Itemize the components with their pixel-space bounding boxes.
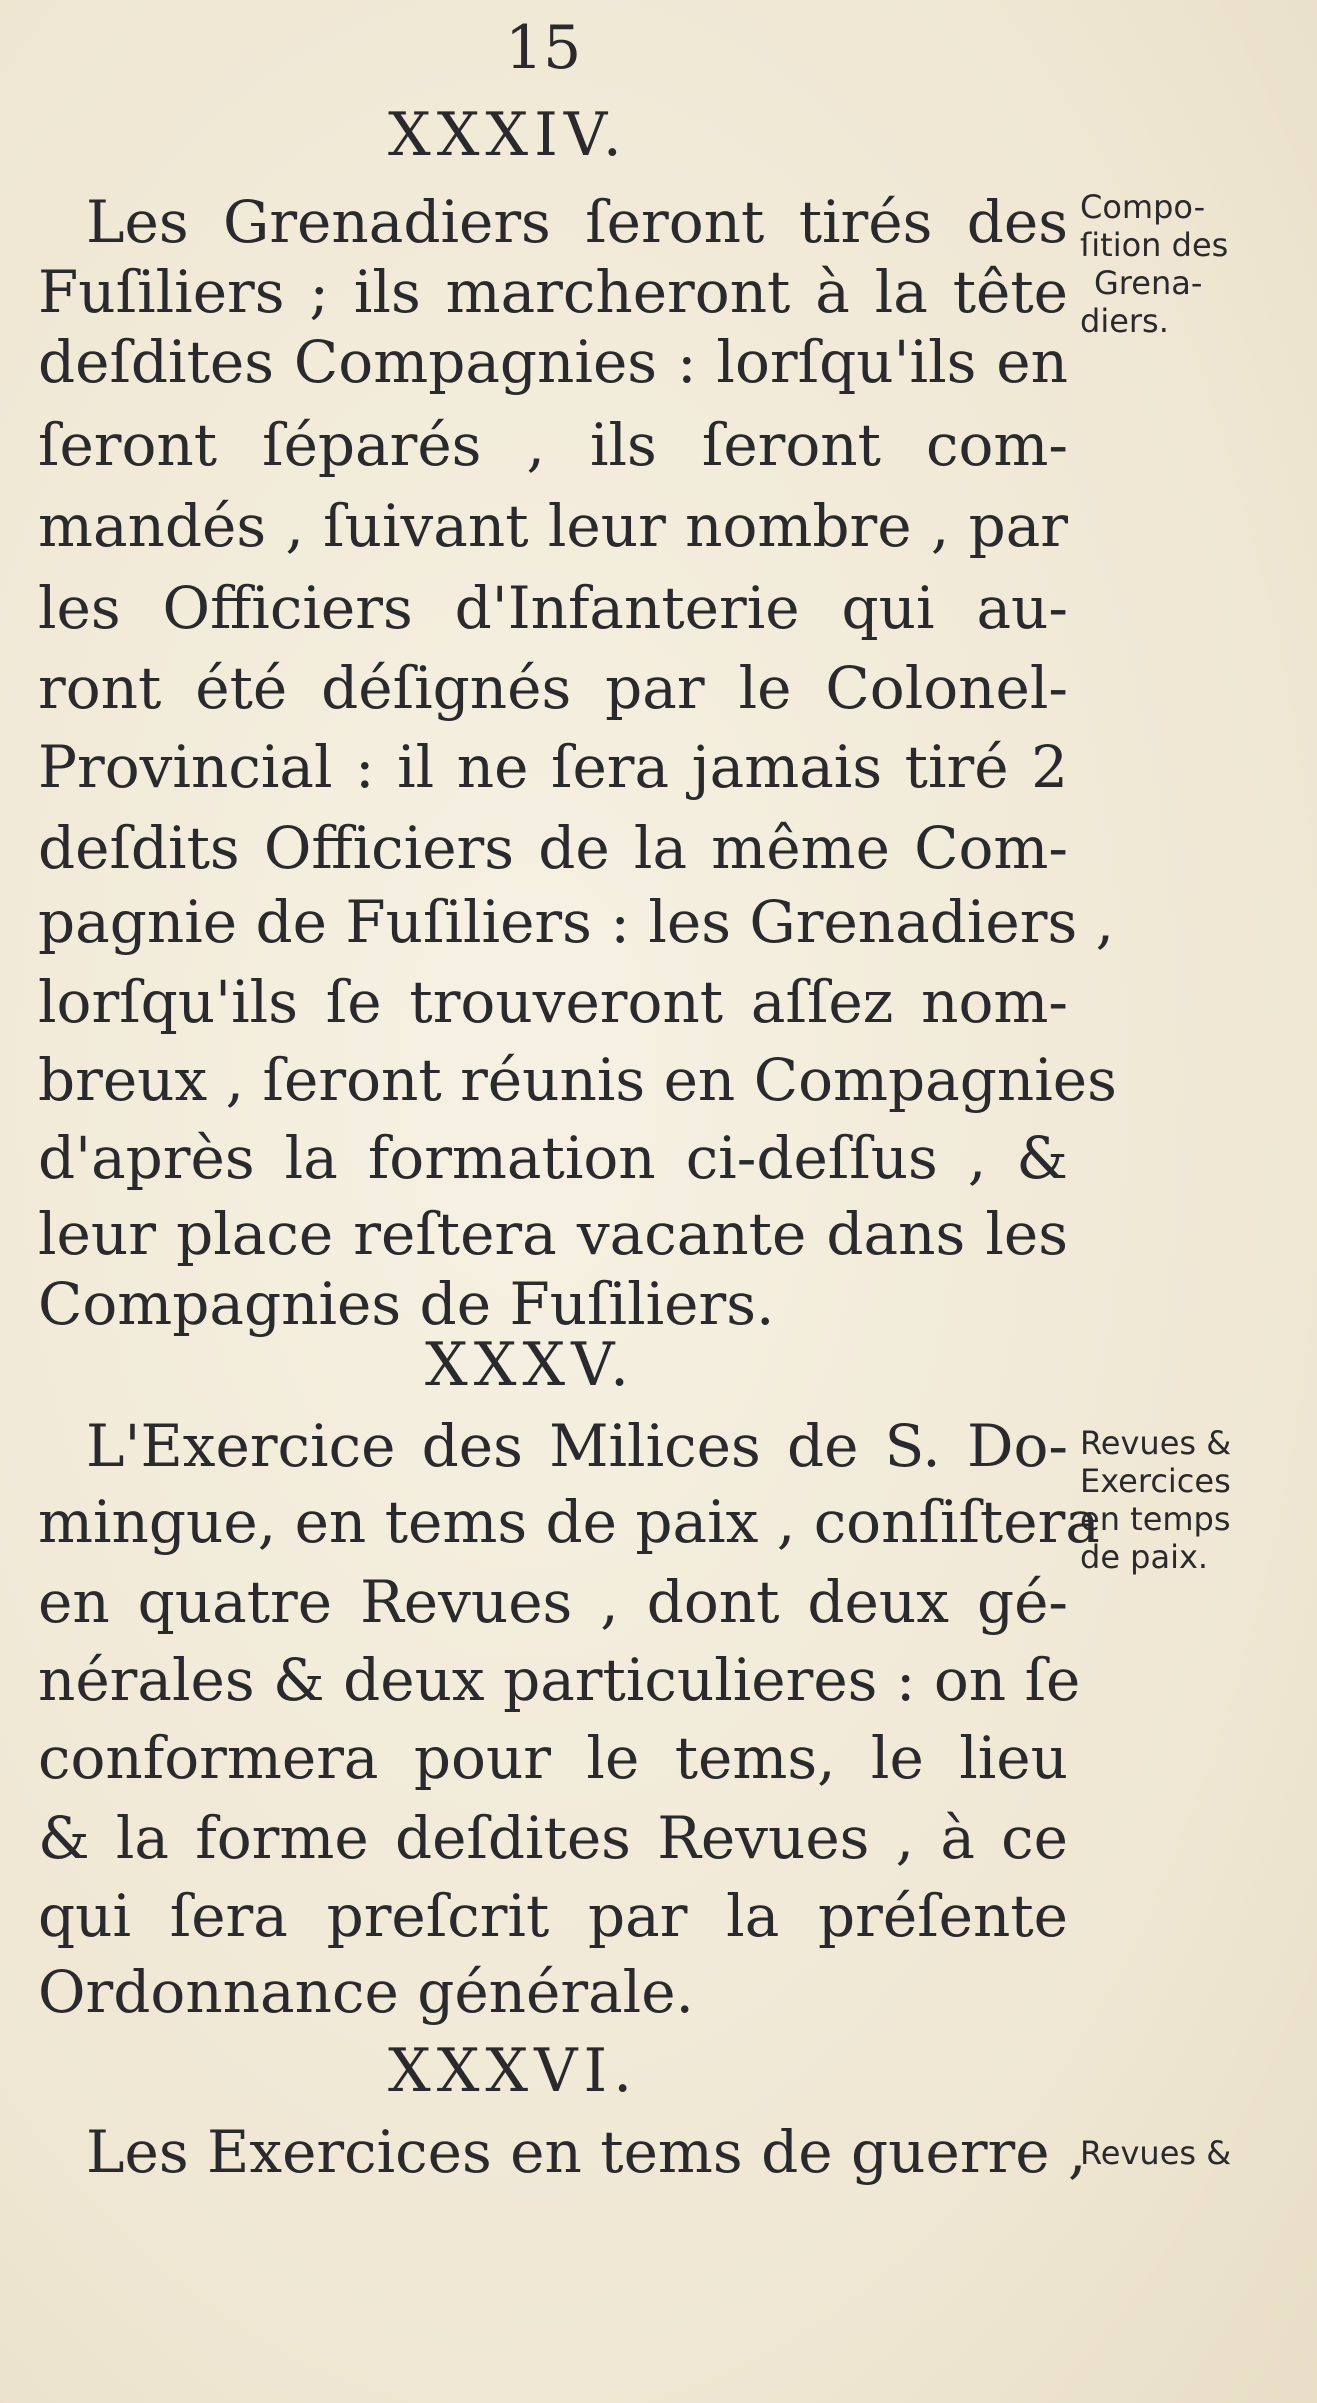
- margin-note-war-exercises: [1080, 2134, 1310, 2172]
- text-line: ront été déſignés par le Colonel-: [38, 654, 1068, 722]
- margin-note-line: Revues &: [1080, 1424, 1232, 1462]
- text-line: L'Exercice des Milices de S. Do-: [86, 1412, 1068, 1480]
- margin-note-line: en temps: [1080, 1500, 1231, 1538]
- text-line: Ordonnance générale.: [38, 1958, 694, 2026]
- page-number: 15: [505, 13, 582, 83]
- article-heading-xxxv: XXXV.: [425, 1330, 636, 1400]
- text-line: les Officiers d'Infanterie qui au-: [38, 574, 1068, 642]
- text-line: ſeront ſéparés , ils ſeront com-: [38, 411, 1068, 479]
- text-line: en quatre Revues , dont deux gé-: [38, 1568, 1068, 1636]
- text-line: & la forme deſdites Revues , à ce: [38, 1804, 1068, 1872]
- text-line: leur place reſtera vacante dans les: [38, 1200, 1068, 1268]
- text-line: deſdits Officiers de la même Com-: [38, 814, 1068, 882]
- margin-note-line: Grena-: [1094, 264, 1203, 302]
- text-line: deſdites Compagnies : lorſqu'ils en: [38, 328, 1068, 396]
- margin-note-line: Revues &: [1080, 2134, 1232, 2172]
- text-line: qui ſera preſcrit par la préſente: [38, 1882, 1068, 1950]
- margin-note-line: ſition des: [1080, 226, 1229, 264]
- margin-note-line: Compo-: [1080, 188, 1206, 226]
- text-line: mingue, en tems de paix , conſiſtera: [38, 1488, 1100, 1556]
- text-line: nérales & deux particulieres : on ſe: [38, 1646, 1081, 1714]
- margin-note-line: diers.: [1080, 302, 1169, 340]
- text-line: Provincial : il ne ſera jamais tiré 2: [38, 733, 1068, 801]
- text-line: d'après la formation ci-deſſus , &: [38, 1124, 1068, 1192]
- article-heading-xxxiv: XXXIV.: [388, 100, 628, 170]
- text-line: lorſqu'ils ſe trouveront aſſez nom-: [38, 968, 1068, 1036]
- text-line: Fuſiliers ; ils marcheront à la tête: [38, 258, 1068, 326]
- text-line: Les Grenadiers ſeront tirés des: [86, 188, 1068, 256]
- margin-note-line: de paix.: [1080, 1538, 1209, 1576]
- margin-note-composition: [1080, 188, 1310, 340]
- text-line: Les Exercices en tems de guerre ,: [86, 2118, 1087, 2186]
- text-line: mandés , ſuivant leur nombre , par: [38, 492, 1068, 560]
- text-line: pagnie de Fuſiliers : les Grenadiers ,: [38, 888, 1115, 956]
- text-line: conformera pour le tems, le lieu: [38, 1724, 1068, 1792]
- text-line: breux , ſeront réunis en Compagnies: [38, 1046, 1117, 1114]
- article-heading-xxxvi: XXXVI.: [388, 2036, 639, 2106]
- margin-note-line: Exercices: [1080, 1462, 1231, 1500]
- margin-note-peace-exercises: [1080, 1424, 1310, 1576]
- text-line: Compagnies de Fuſiliers.: [38, 1270, 775, 1338]
